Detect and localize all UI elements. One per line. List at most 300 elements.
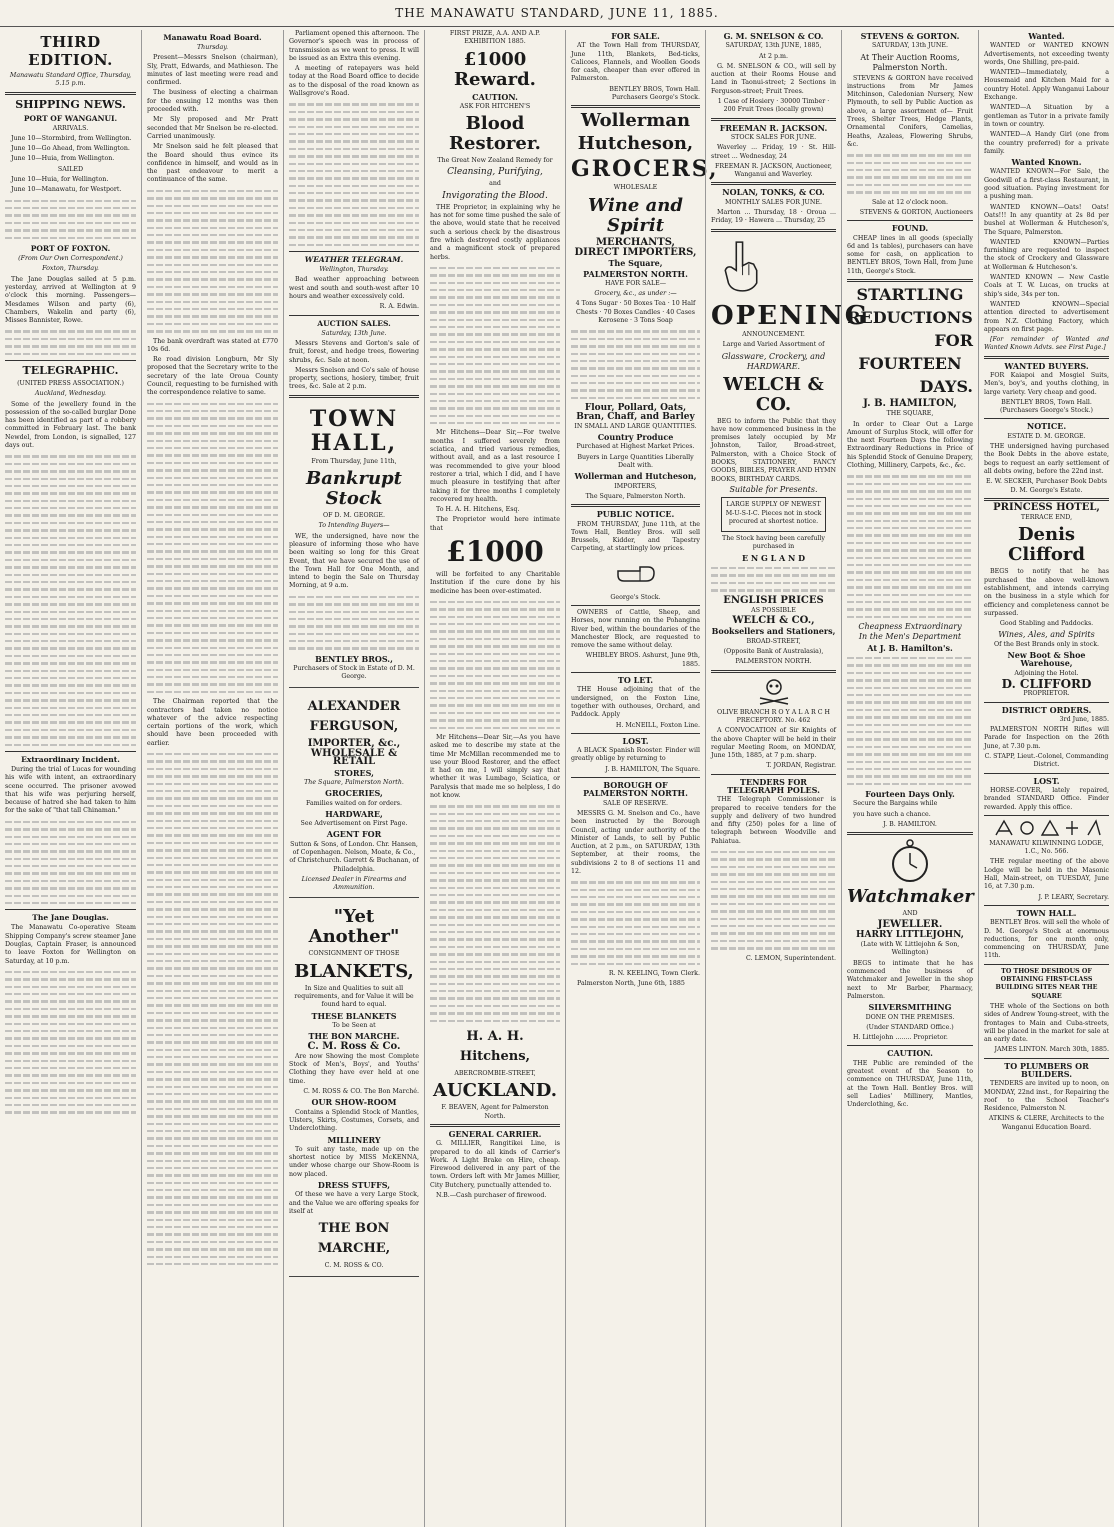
arrival-line: June 10—Stormbird, from Wellington. [11, 134, 132, 142]
stabling: Good Stabling and Paddocks. [999, 620, 1094, 628]
auckland: AUCKLAND. [433, 1080, 557, 1102]
signature: To H. A. H. Hitchens, Esq. [436, 506, 520, 514]
column-1 [0, 30, 141, 1527]
paragraph: A meeting of ratepayers was held today at the Road Board office to decide as to the disposal of the road known as Wallsgrove's Road. [289, 65, 419, 98]
ross-text: Are now Showing the most Complete Stock of Men's, Boys', and Youths' Clothing they have ever held at one time. [289, 1052, 419, 1085]
skull-crossbones-icon [754, 676, 794, 706]
divider [984, 498, 1109, 501]
and: and [489, 180, 501, 188]
divider [571, 733, 700, 734]
whibley-sig: WHIBLEY BROS. Ashurst, June 9th, 1885. [585, 652, 700, 668]
fourteen: FOURTEEN [858, 353, 962, 373]
divider [847, 279, 973, 282]
divider [984, 356, 1109, 359]
silversmithing: SILVERSMITHING [868, 1002, 952, 1013]
public-notice: PUBLIC NOTICE. [596, 509, 675, 520]
plumbers-text: TENDERS are invited up to noon, on MONDAY, 22nd inst., for Repairing the roof to the School Teacher's Residence, Palmerston N. [984, 1080, 1109, 1113]
purchased: Purchased at Highest Market Prices. [576, 443, 695, 451]
ross-sig: C. M. ROSS & CO. The Bon Marché. [303, 1088, 419, 1096]
consignment: CONSIGNMENT OF THOSE [308, 950, 400, 958]
seen-at: To be Seen at [332, 1021, 376, 1029]
cm-ross: C. M. ROSS & CO. [324, 1262, 384, 1270]
families: Families waited on for orders. [306, 799, 402, 807]
princess-hotel: PRINCESS HOTEL, [993, 501, 1100, 513]
millinery: MILLINERY [327, 1134, 381, 1145]
carrier-heading: GENERAL CARRIER. [448, 1128, 542, 1139]
terrace-end: TERRACE END, [1020, 514, 1073, 522]
mens: In the Men's Department [858, 632, 962, 642]
divider [5, 360, 136, 361]
text-filler [5, 200, 136, 239]
text-filler [5, 821, 136, 905]
welch-text: BEG to inform the Public that they have now commenced business in the premises lately occupied by Mr Johnston, Tailor, Broad-street, Palmerston, with a Choice Stock of BOOKS, STATIONERY, FANCY GOODS, BIBLES, PRAYER AND HYMN BOOKS, BIRTHDAY CARDS. [711, 417, 836, 483]
hardware: HARDWARE, [325, 808, 383, 819]
harry: HARRY LITTLEJOHN, [856, 929, 964, 940]
desirous-text: THE whole of the Sections on both sides of Andrew Young-street, with the frontages to Main and Cuba-streets, will be placed in the market for sale at an early date. [984, 1002, 1109, 1044]
booksellers: Booksellers and Stationers, [711, 626, 836, 637]
road-board-date: Thursday. [196, 44, 229, 51]
ferguson-ad [289, 691, 419, 899]
text-filler [289, 103, 419, 246]
divider [984, 1058, 1109, 1059]
notice-text: THE undersigned having purchased the Book Debts in the above estate, begs to request an early settlement of all debts owing, before the 22nd inst. [984, 443, 1109, 475]
lost-text: HORSE-COVER, lately repaired, branded STANDARD Office. Finder rewarded. Apply this office. [984, 786, 1109, 811]
wanted-known-item: WANTED KNOWN—Parties furnishing are requested to inspect the stock of Crockery and Glassware at Wollerman & Hutcheson's. [984, 238, 1109, 271]
hamilton: J. B. HAMILTON, [863, 397, 957, 409]
pointing-hand-icon [614, 557, 658, 591]
arrival-line: June 10—Huia, from Wellington. [11, 155, 115, 163]
done: DONE ON THE PREMISES. [865, 1013, 955, 1021]
hamilton-text: In order to Clear Out a Large Amount of Surplus Stock, will offer for the next Fourteen Days the following Extraordinary Reductions in Price of his Splendid Stock of Genuine Drapery, Clothing, Millinery, Carpets, &c., &c. [847, 420, 973, 470]
showroom-text: Contains a Splendid Stock of Mantles, Ulsters, Skirts, Costumes, Corsets, and Underclothing. [289, 1108, 419, 1133]
wanted-known-item: WANTED KNOWN—For Sale, the Goodwill of a first-class Restaurant, in good situation. Paying investment for a pushing man. [984, 168, 1109, 201]
blood-restorer: Blood Restorer. [449, 113, 541, 155]
borough: BOROUGH OF PALMERSTON NORTH. [583, 780, 688, 799]
wh-sig: Wollerman and Hutcheson, [574, 471, 697, 482]
bon-marche: THE BON MARCHE. [308, 1031, 400, 1042]
from-date: From Thursday, June 11th, [311, 457, 397, 465]
paragraph: THE Proprietor, in explaining why he has not for some time pushed the sale of the above, would state that he received such a serious check by the disastrous fire which destroyed costly appliances and a magnificent stock of prepared herbs. [430, 203, 560, 261]
estate: ESTATE D. M. GEORGE. [1007, 432, 1086, 440]
wanted: Wanted. [1028, 31, 1065, 41]
masthead: THE MANAWATU STANDARD, JUNE 11, 1885. [0, 0, 1114, 27]
stores: STORES, [334, 767, 374, 778]
road-board-heading: Manawatu Road Board. [163, 33, 262, 42]
bankrupt-stock-ad [289, 401, 419, 688]
desirous: TO THOSE DESIROUS OF OBTAINING FIRST-CLASS BUILDING SITES NEAR THE SQUARE [995, 967, 1098, 1000]
agent-label: AGENT FOR [326, 829, 382, 840]
column-6 [705, 30, 869, 1527]
paragraph: Mr Hitchens—Dear Sir,—For twelve months I suffered severely from sciatica, and tried various remedies, without avail, and as a last resource I was recommended to give your blood restorer a trial, which I did, and I have much pleasure in testifying that after taking it for three months I completely recovered my health. [430, 429, 560, 503]
bon-marche-ad [289, 901, 419, 1276]
square: The Square, Palmerston North. [304, 778, 404, 786]
lemon-sig: C. LEMON, Superintendent. [746, 954, 836, 962]
weather-heading: WEATHER TELEGRAM. [304, 255, 404, 265]
weather-date: Wellington, Thursday. [319, 266, 389, 274]
divider [984, 773, 1109, 774]
sailed-line: June 10—Huia, for Wellington. [11, 176, 109, 184]
snelson: G. M. SNELSON & CO. [723, 31, 824, 41]
jackson: FREEMAN R. JACKSON. [719, 122, 828, 133]
notice: NOTICE. [1026, 421, 1067, 432]
glassware: Glassware, Crockery, and HARDWARE. [721, 351, 826, 371]
auctioneers: STEVENS & GORTON, Auctioneers [859, 208, 973, 216]
you-have: you have such a chance. [853, 810, 931, 818]
jeweller: JEWELLER. [877, 918, 943, 930]
text-filler [571, 881, 700, 965]
ketchup: 1 Case of Hosiery · 30000 Timber · 200 Fruit Trees (locally grown) [717, 98, 830, 114]
tenders: TENDERS FOR TELEGRAPH POLES. [727, 776, 820, 795]
yet-another: "Yet Another" [308, 906, 400, 948]
foxton-source: (From Our Own Correspondent.) [18, 255, 123, 263]
bankrupt-text: WE, the undersigned, have now the pleasure of informing those who have been waiting so long for this Great Event, that we have secured the use of the Town Hall for One Month, and intend to begin the Sale on Thursday Morning, at 9 a.m. [289, 532, 419, 590]
text-filler [711, 567, 836, 592]
orders-date: 3rd June, 1885. [1059, 715, 1109, 723]
town-hall-text: BENTLEY Bros. will sell the whole of D. M. George's Stock at enormous reductions, for one month only, commencing on THURSDAY, June 11th. [984, 919, 1109, 960]
wines: Wines, Ales, and Spirits [998, 629, 1095, 639]
saturday: SATURDAY, 13th JUNE, 1885, [725, 42, 822, 50]
carrier-text: G. MILLIER, Rangitikei Line, is prepared to do all kinds of Carrier's Work. A Light Brake on Hire, cheap. Firewood delivered in any part of the town. Orders left with Mr James Millier, City Butchery, punctually attended to. [430, 1140, 560, 1189]
palmerston: PALMERSTON NORTH. [583, 268, 688, 279]
port-foxton: PORT OF FOXTON. [30, 244, 111, 254]
sailed-label: SAILED [57, 165, 84, 173]
welch-2: WELCH & CO., [732, 615, 815, 627]
paragraph: Mr Snelson said he felt pleased that the Board should thus evince its confidence in himself, and would as in the past endeavour to merit a continuance of the same. [147, 143, 278, 184]
bankrupt-of: OF D. M. GEORGE. [323, 512, 385, 520]
adjoining: Adjoining the Hotel. [1014, 669, 1079, 677]
column-4 [424, 30, 565, 1527]
olive-branch: OLIVE BRANCH R O Y A L A R C H PRECEPTORY. No. 462 [716, 708, 831, 724]
grocery: Grocery, &c., as under :— [594, 290, 677, 298]
divider [847, 1045, 973, 1046]
weather-signature: R. A. Edwin. [379, 303, 419, 311]
town-hall-heading: TOWN HALL, [309, 405, 399, 456]
licensed: Licensed Dealer in Firearms and Ammunition. [301, 875, 407, 892]
column-2 [141, 30, 283, 1527]
lost: LOST. [1033, 775, 1060, 786]
have-for-sale: HAVE FOR SALE— [604, 279, 667, 287]
for-sale-text: AT the Town Hall from THURSDAY, June 11th, Blankets, Bed-ticks, Calicoes, Flannels, and Woollen Goods for cash, cheaper than ever offered in Palmerston. [571, 42, 700, 83]
divider [289, 251, 419, 252]
caution: CAUTION. [887, 1048, 933, 1059]
divider [847, 832, 973, 835]
music-box [721, 497, 826, 532]
divider [5, 92, 136, 95]
cleansing: Cleansing, Purifying, [447, 167, 543, 178]
groceries: GROCERIES, [325, 788, 383, 799]
reductions: REDUCTIONS [847, 307, 973, 327]
paragraph: Mr Hitchens—Dear Sir,—As you have asked me to describe my state at the time Mr McMillan recommended me to use your Blood Restorer, and the effect it had on me, I will simply say that whether it was Lumbago, Sciatica, or Paralysis that made me so helpless, I do not know. [430, 733, 560, 800]
rooms: At Their Auction Rooms, Palmerston North. [860, 52, 960, 72]
millinery-text: To suit any taste, made up on the shortest notice by MISS McKENNA, under whose charge our Show-Room is now placed. [289, 1145, 419, 1178]
text-filler [847, 154, 973, 193]
monthly: MONTHLY SALES FOR JUNE. [725, 198, 822, 206]
district-orders: DISTRICT ORDERS. [1001, 704, 1092, 715]
jane-heading: The Jane Douglas. [32, 913, 109, 923]
carrier-nb: N.B.—Cash purchaser of firewood. [436, 1192, 547, 1199]
at-hamilton: At J. B. Hamilton's. [867, 642, 953, 653]
divider [571, 672, 700, 673]
divider [711, 118, 836, 121]
buyers: Buyers in Large Quantities Liberally Dealt with. [577, 453, 694, 470]
proprietor: H. Littlejohn ........ Proprietor. [853, 1034, 948, 1042]
for-sale: FOR SALE. [611, 31, 660, 41]
keeling-sig: R. N. KEELING, Town Clerk. [608, 970, 700, 977]
mcneill-sig: H. McNEILL, Foxton Line. [615, 721, 700, 729]
suitable: Suitable for Presents. [729, 484, 818, 494]
reserve: SALE OF RESERVE. [602, 799, 669, 807]
auction-text: Messrs Stevens and Gorton's sale of fruit, forest, and hedge trees, flowering shrubs, &c. Sale at noon. [289, 339, 419, 364]
text-filler [430, 601, 560, 729]
bentley-sub: Purchasers of Stock in Estate of D. M. George. [293, 665, 415, 681]
sale-noon: Sale at 12 o'clock noon. [871, 198, 948, 206]
telegraphic-source: (UNITED PRESS ASSOCIATION.) [17, 379, 124, 387]
importer: IMPORTER, &c., [307, 737, 401, 749]
merchants: MERCHANTS, [595, 236, 676, 248]
divider [289, 315, 419, 316]
linton-sig: JAMES LINTON. March 30th, 1885. [994, 1046, 1109, 1054]
opposite: (Opposite Bank of Australasia), [723, 648, 824, 656]
divider [5, 909, 136, 910]
hamilton-sig: J. B. HAMILTON. [883, 820, 937, 828]
atkins-sig: ATKINS & CLERE, Architects to the Wanganui Education Board. [988, 1115, 1105, 1131]
text-filler [430, 267, 560, 425]
borough-text: MESSRS G. M. Snelson and Co., have been instructed by the Borough Council, acting under authority of the Minister of Lands, to sell by Public Auction, at 2 p.m., on SATURDAY, 13th September, at their rooms, the subdivisions 2 to 8 of sections 11 and 12. [571, 809, 700, 876]
announcement: ANNOUNCEMENT. [742, 330, 805, 338]
pointing-hand-icon [711, 239, 771, 294]
divider [984, 418, 1109, 419]
hitchens: H. A. H. Hitchens, [459, 1029, 531, 1065]
wholesale: WHOLESALE [613, 184, 658, 192]
column-5 [565, 30, 719, 1527]
abercrombie: ABERCROMBIE-STREET, [454, 1070, 536, 1078]
arrival-line: June 10—Go Ahead, from Wellington. [11, 145, 130, 153]
wollerman: Wollerman [580, 110, 691, 132]
dress-text: Of these we have a very Large Stock, and the Value we are offering speaks for itself at [289, 1191, 419, 1215]
buyers-sig: BENTLEY BROS, Town Hall. (Purchasers George's Stock.) [999, 398, 1093, 415]
paragraph: Parliament opened this afternoon. The Governor's speech was in process of transmission as we went to press. It will be issued as an Extra this evening. [289, 30, 419, 62]
secker-sig: E. W. SECKER, Purchaser Book Debts D. M. George's Estate. [986, 478, 1107, 494]
paragraph: The business of electing a chairman for the ensuing 12 months was then proceeded with. [147, 89, 278, 114]
england: E N G L A N D [741, 552, 806, 563]
divider [984, 964, 1109, 965]
found: FOUND. [891, 223, 929, 234]
column-7 [841, 30, 978, 1527]
to-let: TO LET. [617, 675, 654, 686]
at-2: At 2 p.m. [759, 52, 788, 60]
keeling-date: Palmerston North, June 6th, 1885 [577, 980, 685, 988]
wanted-known-item: WANTED KNOWN—Special attention directed to advertisement from N.Z. Clothing Factory, which appears on first page. [984, 300, 1109, 333]
telegraphic-text: Some of the jewellery found in the possession of the so-called burglar Done has been identified as part of a robbery committed in February last. The bank Newdel, from London, is signalled, 127 days out. [5, 400, 136, 450]
text-filler [711, 851, 836, 949]
denis-clifford: Denis Clifford [1008, 524, 1085, 566]
music-text: LARGE SUPPLY OF NEWEST M-U-S-I-C. Pieces not in stock procured at shortest notice. [725, 501, 822, 525]
stock-rows: Waverley ... Friday, 19 · St. Hill-street ... Wednesday, 24 [711, 144, 836, 160]
to-let-text: THE House adjoining that of the undersigned, on the Foxton Line, together with outhouses, Orchard, and Paddock. Apply [571, 686, 700, 719]
tenders-text: THE Telegraph Commissioner is prepared to receive tenders for the supply and delivery of two hundred and fifty (250) poles for a line of telegraph between Woodville and Pahiatua. [711, 796, 836, 845]
orders-text: PALMERSTON NORTH Rifles will Parade for Inspection on the 26th June, at 7.30 p.m. [984, 726, 1109, 750]
column-3 [283, 30, 424, 1527]
bentley-sig: BENTLEY BROS., [315, 653, 393, 664]
opening: OPENING [711, 300, 869, 331]
wine-spirit: Wine and Spirit [588, 194, 683, 236]
wanted-buyers: WANTED BUYERS. [1004, 360, 1089, 371]
olive-text: A CONVOCATION of Sir Knights of the above Chapter will be held in their regular Meeting Room, on MONDAY, June 15th, 1885, at 7 p.m. sharp. [711, 727, 836, 760]
paragraph: Present—Messrs Snelson (chairman), Sly, Pratt, Edwards, and Mathieson. The minutes of last meeting were read and confirmed. [147, 54, 278, 87]
hamilton-sig: J. B. HAMILTON, The Square. [605, 765, 700, 773]
thousand: £1000 [446, 535, 544, 569]
country-produce: Country Produce [597, 432, 674, 443]
lost: LOST. [622, 735, 649, 746]
days: DAYS. [919, 376, 973, 396]
wanted-item: WANTED or WANTED KNOWN Advertisements, not exceeding twenty words, One Shilling, pre-paid. [984, 42, 1109, 66]
sailed-line: June 10—Manawatu, for Westport. [11, 186, 122, 194]
ross: C. M. Ross & Co. [307, 1040, 401, 1052]
olive-sig: T. JORDAN, Registrar. [766, 762, 836, 770]
grocers: GROCERS, [571, 156, 719, 183]
text-filler [147, 753, 278, 1265]
divider [5, 751, 136, 752]
nolan: NOLAN, TONKS, & CO. [722, 187, 825, 198]
port-wanganui: PORT OF WANGANUI. [23, 113, 118, 123]
fourteen-days: Fourteen Days Only. [865, 789, 955, 800]
the-square: The Square, [608, 258, 663, 269]
wanted-known: Wanted Known. [1011, 157, 1082, 168]
paragraph: Re road division Longburn, Mr Sly proposed that the Secretary write to the secretary of the late Oroua County Council, requesting to be furnished with the correspondence relative to same. [147, 356, 278, 397]
see-ad: See Advertisement on First Page. [300, 820, 408, 828]
bankrupt-heading: Bankrupt Stock [306, 468, 402, 510]
small-large: IN SMALL AND LARGE QUANTITIES. [574, 422, 697, 430]
column-8 [978, 30, 1114, 1527]
palm: PALMERSTON NORTH. [735, 658, 812, 666]
invigorating: Invigorating the Blood. [442, 190, 548, 201]
wanted-item: WANTED—Immediately, a Housemaid and Kitchen Maid for a country Hotel. Apply Wanganui Labour Exchange. [984, 69, 1109, 102]
glass-intro: Large and Varied Assortment of [722, 341, 825, 349]
text-filler [847, 475, 973, 618]
divider [984, 815, 1109, 816]
stevens-gorton: STEVENS & GORTON. [860, 31, 960, 41]
paragraph: The Proprietor would here intimate that [430, 516, 560, 532]
stock-text: The Stock having been carefully purchased in [722, 535, 825, 551]
blankets: BLANKETS, [294, 960, 414, 982]
buyers-text: FOR Kaiapoi and Mosgiel Suits, Men's, boy's, and youths clothing, in large variety. Very cheap and good. [984, 371, 1109, 396]
harry-text: BEGS to intimate that he has commenced the business of Watchmaker and Jeweller in the shop next to Mr Barber, Pharmacy, Palmerston. [847, 959, 973, 1000]
text-filler [5, 330, 136, 355]
clifford: D. CLIFFORD [1001, 677, 1092, 691]
incident-heading: Extraordinary Incident. [21, 754, 120, 764]
sat-date: SATURDAY, 13th JUNE. [872, 42, 948, 50]
as-possible: AS POSSIBLE [751, 606, 796, 614]
auction-text: Messrs Snelson and Co's sale of house property, sections, hosiery, timber, fruit trees, &c. Sale at 2 p.m. [289, 366, 419, 391]
leary-sig: J. P. LEARY, Secretary. [1038, 893, 1109, 901]
lost-text: A BLACK Spanish Rooster. Finder will greatly oblige by returning to [571, 747, 700, 763]
wanted-item: WANTED—A Handy Girl (one from the country preferred) for a private family. [984, 131, 1109, 155]
grocery-list: 4 Tons Sugar · 50 Boxes Tea · 10 Half Chests · 70 Boxes Candles · 40 Cases Kerosene · 3 Tons Soap [575, 300, 696, 325]
divider [711, 774, 836, 775]
paragraph: will be forfeited to any Charitable Institution if the cure done by his medicine has been over-estimated. [430, 571, 560, 595]
divider [847, 220, 973, 221]
telegraphic-heading: TELEGRAPHIC. [22, 363, 119, 377]
jackson-sig: FREEMAN R. JACKSON, Auctioneer, Wanganui and Waverley. [714, 162, 833, 179]
proprietor: PROPRIETOR. [1023, 690, 1070, 698]
shipping-heading: SHIPPING NEWS. [15, 97, 126, 111]
showroom: OUR SHOW-ROOM [311, 1097, 397, 1108]
edition-heading: THIRD EDITION. [28, 33, 113, 69]
direct-importers: DIRECT IMPORTERS, [574, 246, 697, 258]
startling: STARTLING [856, 284, 964, 304]
and: AND [902, 910, 918, 918]
columns [0, 30, 1114, 1527]
shoe-warehouse: New Boot & Shoe Warehouse, [1007, 650, 1086, 669]
caution-text: THE Public are reminded of the greatest event of the Season to commence on THURSDAY, June 11th, at the Town Hall. Bentley Bros. will sell Ladies' Millinery, Mantles, Underclothing, &c. [847, 1059, 973, 1109]
notice-text: FROM THURSDAY, June 11th, at the Town Hall, Bentley Bros. will sell Brussels, Kidder, and Tapestry Carpeting, at startlingly low prices. [571, 520, 700, 553]
hutcheson: Hutcheson, [577, 133, 694, 155]
text-filler [5, 971, 136, 1114]
telegraphic-date: Auckland, Wednesday. [34, 390, 107, 398]
divider [711, 182, 836, 185]
auction-date: Saturday, 13th June. [321, 329, 387, 337]
town-hall: TOWN HALL. [1016, 907, 1077, 918]
divider [984, 905, 1109, 906]
divider [430, 1124, 560, 1127]
snelson-text: G. M. SNELSON & CO., will sell by auction at their Rooms House and Land in Taonui-street; 2 Sections in Ferguson-street; Fruit Trees. [711, 62, 836, 95]
monthly-rows: Marton ... Thursday, 18 · Oroua ... Friday, 19 · Hawera ... Thursday, 25 [711, 209, 836, 225]
found-text: CHEAP lines in all goods (specially 6d and 1s tables), purchasers can have some for cash, on application to BENTLEY BROS, Town Hall, from June 11th, George's Stock. [847, 234, 973, 275]
ferguson-heading: ALEXANDER FERGUSON, [307, 698, 401, 734]
importers: IMPORTERS, [614, 482, 657, 490]
jane-text: The Manawatu Co-operative Steam Shipping Company's screw steamer Jane Douglas, Captain Fraser, is announced to leave Foxton for Wellington on Saturday, at 10 p.m. [5, 924, 136, 965]
stapp-sig: C. STAPP, Lieut.-Colonel, Commanding District. [984, 753, 1109, 769]
flour: Flour, Pollard, Oats, Bran, Chaff, and Barley [576, 403, 695, 422]
the-bon-marche: THE BON MARCHE, [317, 1221, 391, 1257]
ask: ASK FOR HITCHEN'S [459, 102, 531, 110]
harry-sub: (Late with W. Littlejohn & Son, Wellington) [860, 941, 960, 957]
divider [571, 605, 700, 606]
notice-sig: George's Stock. [610, 593, 661, 601]
wanted-item: WANTED—A Situation by a gentleman as Tutor in a private family in town or country. [984, 104, 1109, 128]
denis-text: BEGS to notify that he has purchased the above well-known establishment, and intends carrying on the business in a style which for efficiency and completeness cannot be surpassed. [984, 568, 1109, 617]
dress: DRESS STUFFS, [317, 1180, 391, 1191]
stevens-text: STEVENS & GORTON have received instructions from Mr James Mitchinson, Caledonian Nursery, New Plymouth, to sell by Public Auction as above, a large assortment of— Fruit Trees, Shelter Trees, Hedge Plants, Ornamental Conifers, Camelias, Heaths, Azaleas, Flowering Shrubs, &c. [847, 74, 973, 148]
wanted-known-item: WANTED KNOWN — New Castle Coals at T. W. Lucas, on trucks at ship's side, 34s per ton. [984, 274, 1109, 298]
brands: Of the Best Brands only in stock. [993, 640, 1100, 648]
masonic-symbols-icon [992, 819, 1102, 837]
agent: F. BEAVEN, Agent for Palmerston North. [441, 1104, 549, 1120]
blankets-sub: In Size and Qualities to suit all requirements, and for Value it will be found hard to equal. [294, 984, 414, 1009]
edition-subline: Manawatu Standard Office, Thursday, 5.15 p.m. [9, 72, 132, 88]
divider [711, 229, 836, 232]
intending-buyers: To Intending Buyers— [318, 522, 390, 530]
broad-street: BROAD-STREET, [746, 637, 801, 645]
welch: WELCH & CO. [723, 373, 824, 415]
divider [289, 395, 419, 398]
wh-address: The Square, Palmerston North. [585, 492, 686, 500]
pocket-watch-icon [885, 838, 935, 884]
bentley-sig: BENTLEY BROS, Town Hall. Purchasers George's Stock. [609, 85, 700, 102]
arrivals-label: ARRIVALS. [52, 124, 89, 132]
prize: FIRST PRIZE, A.A. AND A.P. EXHIBITION 1885. [449, 30, 541, 46]
agent-list: Sutton & Sons, of London. Chr. Hansen, of Copenhagen. Nelson, Moate, & Co., of Christchurch. Garrett & Buchanan, of Philadelphia. [289, 840, 419, 873]
under: (Under STANDARD Office.) [866, 1023, 954, 1031]
for: FOR [934, 330, 973, 350]
foxton-date: Foxton, Thursday. [42, 265, 99, 273]
text-filler [5, 455, 136, 746]
text-filler [289, 596, 419, 650]
weather-text: Bad weather approaching between west and south and south-west after 10 hours and weather excessively cold. [289, 276, 419, 301]
auction-heading: AUCTION SALES. [317, 318, 391, 328]
owners-text: OWNERS of Cattle, Sheep, and Horses, now running on the Pohangina River bed, within the boundaries of the Manchester Block, are requested to remove the same without delay. [571, 609, 700, 650]
the-square: THE SQUARE, [886, 410, 934, 418]
